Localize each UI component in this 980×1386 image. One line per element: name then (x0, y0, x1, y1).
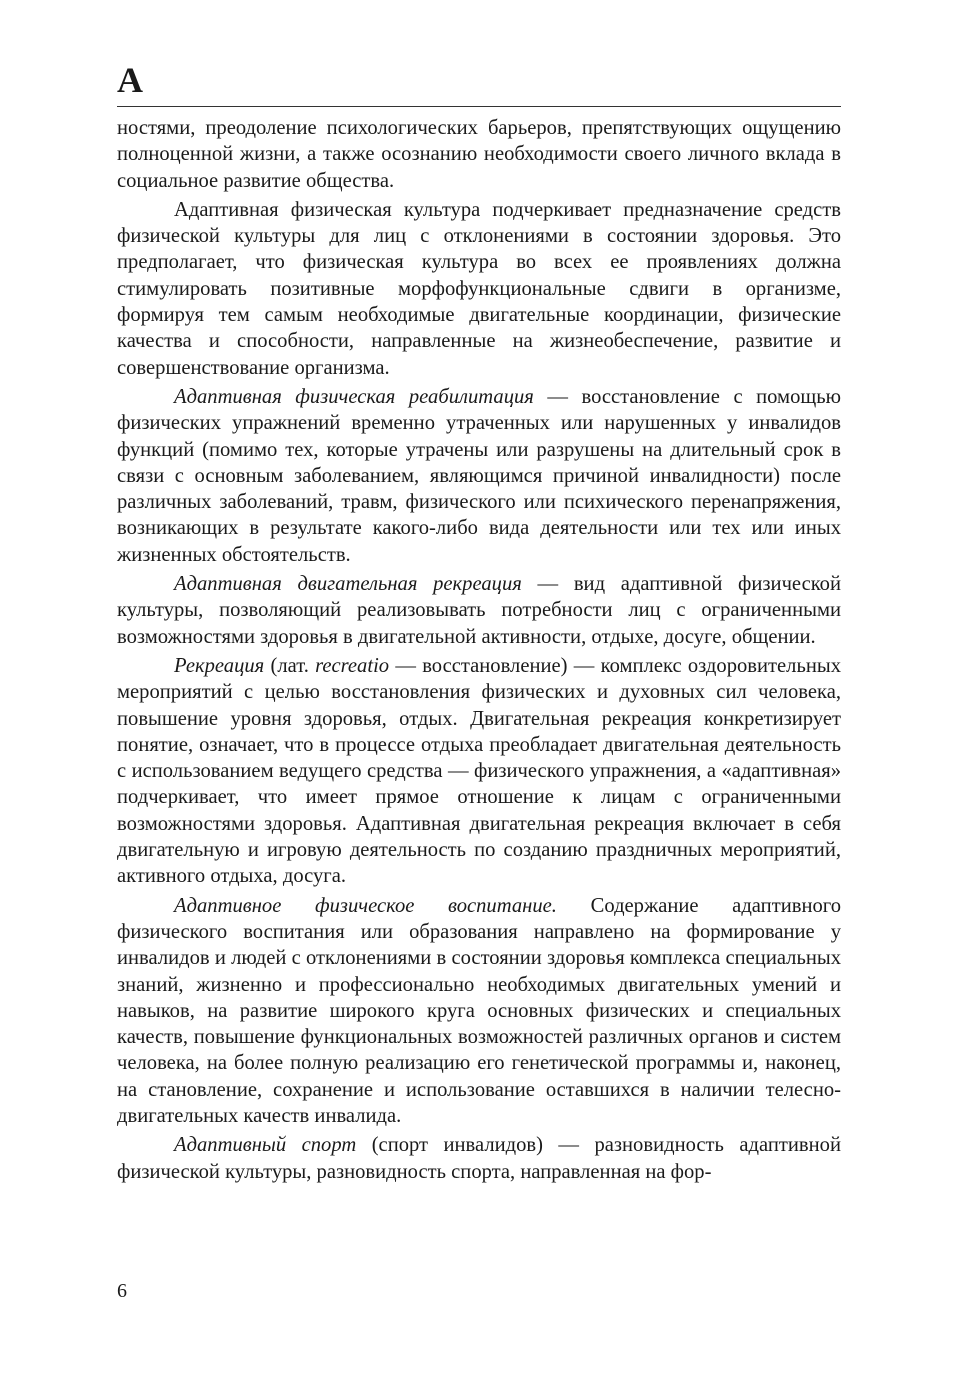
section-letter-heading: А (117, 60, 143, 100)
paragraph-text: (спорт инвалидов) — разновидность адаптивной физической культуры, разновидность спорта, направленная на фор- (117, 1134, 841, 1183)
term-label: Адаптивный спорт (174, 1134, 357, 1157)
paragraph-text: — восстановление с помощью физических упражнений временно утраченных или нарушенных у инвалидов функций (помимо тех, которые утрачены или разрушены на длительный срок в связи с основным заболеванием, являющимся причиной инвалидности) после различных заболеваний, травм, физического или психического перенапряжения, возникающих в результате какого-либо вида деятельности или тех или иных жизненных обстоятельств. (117, 385, 841, 566)
paragraph-adaptive-physical-education (117, 893, 841, 1130)
page-number: 6 (117, 1280, 127, 1302)
body-text (117, 115, 841, 1185)
paragraph-continuation (117, 115, 841, 194)
paragraph-adaptive-rehabilitation (117, 384, 841, 568)
paragraph-adaptive-physical-culture (117, 197, 841, 381)
term-label: Рекреация (174, 654, 265, 677)
paragraph-text-prefix: (лат. (264, 654, 316, 677)
header-divider (117, 106, 841, 107)
latin-term: recreatio (315, 654, 390, 677)
paragraph-text: Адаптивная физическая культура подчеркивает предназначение средств физической культуры для лиц с отклонениями в состоянии здоровья. Это предполагает, что физическая культура во всех ее проявлениях должна стимулировать позитивные морфофункциональные сдвиги в организме, формируя тем самым необходимые двигательные координации, физические качества и способности, направленные на жизнеобеспечение, развитие и совершенствование организма. (117, 198, 841, 379)
paragraph-adaptive-sport (117, 1132, 841, 1185)
term-label: Адаптивная двигательная рекреация (174, 573, 522, 596)
paragraph-adaptive-motor-recreation (117, 571, 841, 650)
paragraph-text: — вид адаптивной физической культуры, позволяющий реализовывать потребности лиц с ограниченными возможностями здоровья в двигательной активности, отдыхе, досуге, общении. (117, 573, 841, 648)
paragraph-text: ностями, преодоление психологических барьеров, препятствующих ощущению полноценной жизни, а также осознанию необходимости своего личного вклада в социальное развитие общества. (117, 117, 841, 192)
term-label: Адаптивная физическая реабилитация (174, 385, 534, 408)
paragraph-recreation (117, 653, 841, 890)
term-label: Адаптивное физическое воспитание. (174, 894, 557, 917)
paragraph-text: Содержание адаптивного физического воспитания или образования направлено на формирование у инвалидов и людей с отклонениями в состоянии здоровья комплекса специальных знаний, жизненно и профессионально необходимых двигательных умений и навыков, на развитие широкого круга основных физических и специальных качеств, повышение функциональных возможностей различных органов и систем человека, на более полную реализацию его генетической программы и, наконец, на становление, сохранение и использование оставшихся в наличии телесно-двигательных качеств инвалида. (117, 894, 841, 1127)
paragraph-text: — восстановление) — комплекс оздоровительных мероприятий с целью восстановления физических и духовных сил человека, повышение уровня здоровья, отдых. Двигательная рекреация конкретизирует понятие, означает, что в процессе отдыха преобладает двигательная деятельность с использованием ведущего средства — физического упражнения, а «адаптивная» подчеркивает, что имеет прямое отношение к лицам с ограниченными возможностями здоровья. Адаптивная двигательная рекреация включает в себя двигательную и игровую деятельность по созданию праздничных мероприятий, активного отдыха, досуга. (117, 654, 841, 888)
